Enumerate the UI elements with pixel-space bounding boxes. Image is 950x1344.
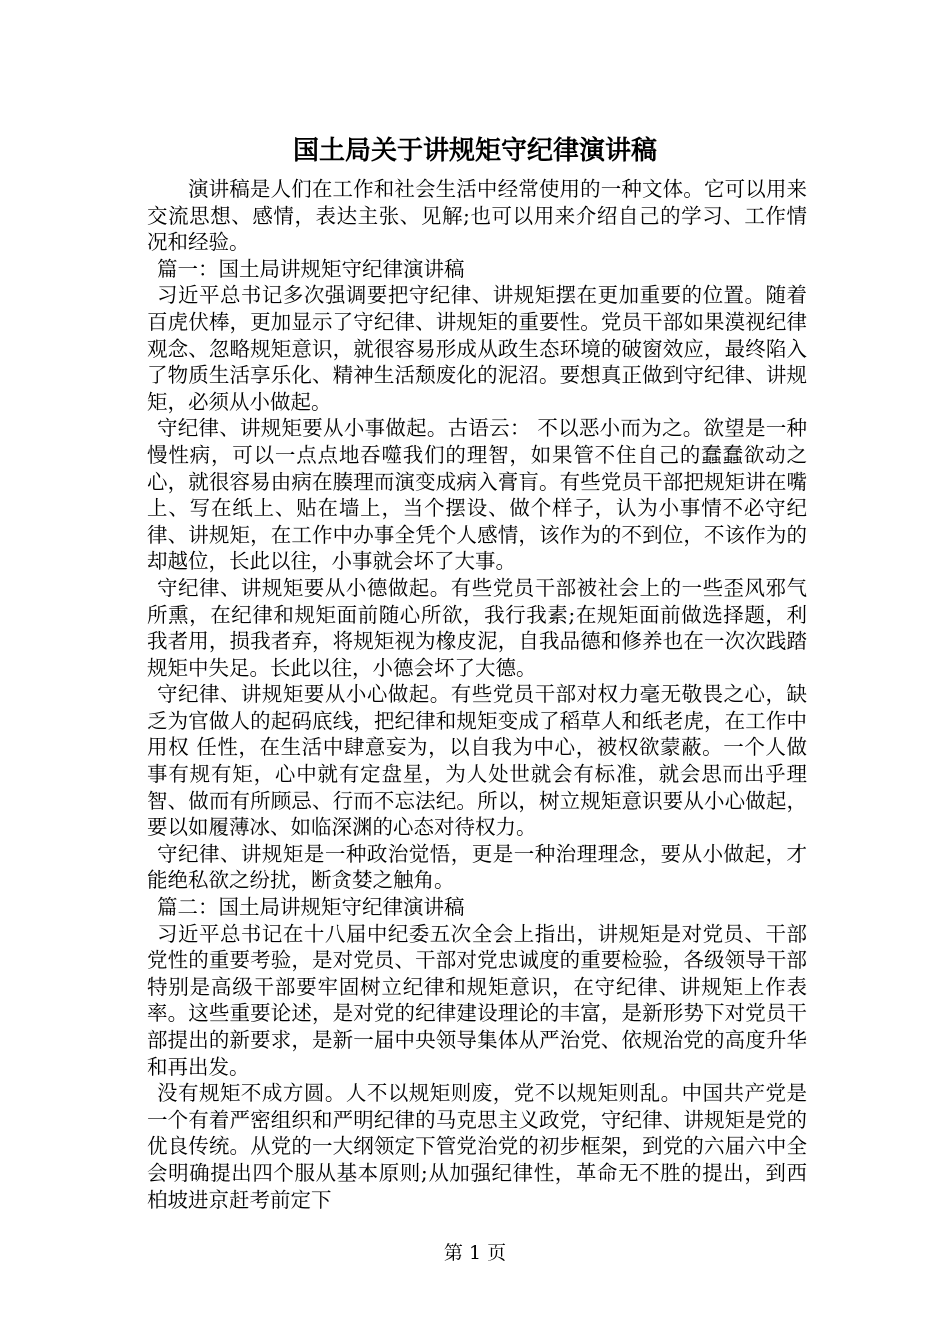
body-paragraph: 习近平总书记在十八届中纪委五次全会上指出，讲规矩是对党员、干部党性的重要考验，是对党员、干部对党忠诚度的重要检验，各级领导干部特别是高级干部要牢固树立纪律和规矩意识，在守纪律、讲规矩上作表率。这些重要论述，是对党的纪律建设理论的丰富，是新形势下对党员干部提出的新要求，是新一届中央领导集体从严治党、依规治党的高度升华和再出发。 [147, 921, 807, 1079]
document-title: 国土局关于讲规矩守纪律演讲稿 [292, 136, 657, 166]
body-paragraph: 没有规矩不成方圆。人不以规矩则废，党不以规矩则乱。中国共产党是一个有着严密组织和严明纪律的马克思主义政党，守纪律、讲规矩是党的优良传统。从党的一大纲领定下管党治党的初步框架，到党的六届六中全会明确提出四个服从基本原则;从加强纪律性，革命无不胜的提出，到西柏坡进京赶考前定下 [147, 1081, 807, 1212]
section-heading-1: 篇一：国土局讲规矩守纪律演讲稿 [157, 256, 465, 281]
body-paragraph: 守纪律、讲规矩要从小心做起。有些党员干部对权力毫无敬畏之心，缺乏为官做人的起码底线，把纪律和规矩变成了稻草人和纸老虎，在工作中用权 任性，在生活中肆意妄为，以自我为中心，被权欲蒙蔽。一个人做事有规有矩，心中就有定盘星，为人处世就会有标准，就会思而出乎理智、做而有所顾忌、行而不忘法纪。所以，树立规矩意识要从小心做起，要以如履薄冰、如临深渊的心态对待权力。 [147, 682, 807, 840]
document-body [147, 176, 807, 1213]
intro-paragraph: 演讲稿是人们在工作和社会生活中经常使用的一种文体。它可以用来交流思想、感情，表达主张、见解;也可以用来介绍自己的学习、工作情况和经验。 [147, 177, 807, 255]
page-number-footer: 第 1 页 [443, 1242, 507, 1264]
body-paragraph: 守纪律、讲规矩要从小事做起。古语云： 不以恶小而为之。欲望是一种慢性病，可以一点点地吞噬我们的理智，如果管不住自己的蠢蠢欲动之心，就很容易由病在腠理而演变成病入膏肓。有些党员干部把规矩讲在嘴上、写在纸上、贴在墙上，当个摆设、做个样子，认为小事情不必守纪律、讲规矩，在工作中办事全凭个人感情，该作为的不到位，不该作为的却越位，长此以往，小事就会坏了大事。 [147, 416, 807, 574]
body-paragraph: 守纪律、讲规矩是一种政治觉悟，更是一种治理理念，要从小做起，才能绝私欲之纷扰，断贪婪之触角。 [147, 841, 807, 893]
section-heading-2: 篇二：国土局讲规矩守纪律演讲稿 [157, 895, 465, 920]
body-paragraph: 习近平总书记多次强调要把守纪律、讲规矩摆在更加重要的位置。随着百虎伏棒，更加显示了守纪律、讲规矩的重要性。党员干部如果漠视纪律观念、忽略规矩意识，就很容易形成从政生态环境的破窗效应，最终陷入了物质生活享乐化、精神生活颓废化的泥沼。要想真正做到守纪律、讲规矩，必须从小做起。 [147, 283, 807, 414]
body-paragraph: 守纪律、讲规矩要从小德做起。有些党员干部被社会上的一些歪风邪气所熏，在纪律和规矩面前随心所欲，我行我素;在规矩面前做选择题，利我者用，损我者弃，将规矩视为橡皮泥，自我品德和修养也在一次次践踏规矩中失足。长此以往，小德会坏了大德。 [147, 575, 807, 680]
